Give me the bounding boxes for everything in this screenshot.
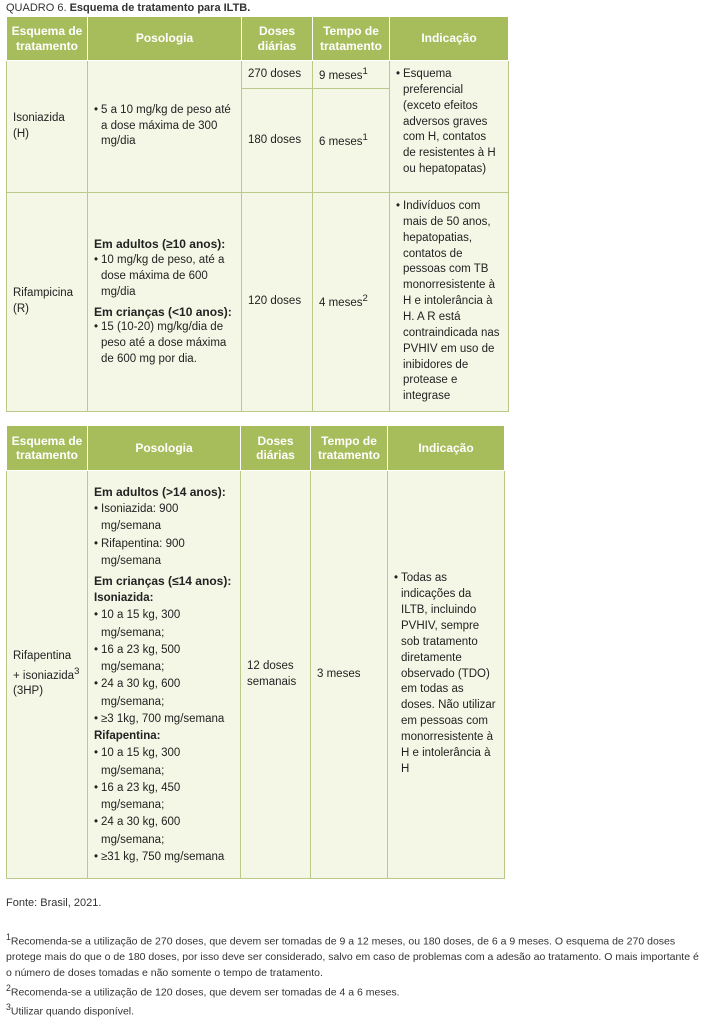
rifampicina-adultos-item: • 10 mg/kg de peso, até a dose máxima de 600 mg/dia xyxy=(94,253,235,301)
table-caption xyxy=(6,2,250,14)
isoniazida-doses-270: 270 doses xyxy=(242,61,313,89)
rifampicina-esquema: Rifampicina (R) xyxy=(7,193,88,412)
rifapentina-doses: 12 doses semanais xyxy=(241,471,311,879)
table-header-row xyxy=(7,426,505,471)
caption-title: Esquema de tratamento para ILTB. xyxy=(69,2,251,14)
rifapentina-esquema-code: (3HP) xyxy=(13,685,44,698)
rifampicina-posologia xyxy=(88,193,242,412)
rifampicina-doses: 120 doses xyxy=(242,193,313,412)
footnote-1 xyxy=(6,931,704,982)
table-row-rifampicina xyxy=(7,193,509,412)
footnote-ref: 3 xyxy=(74,665,80,677)
footnote-2 xyxy=(6,982,704,1001)
footnote-ref: 1 xyxy=(362,131,368,143)
list-item: • 16 a 23 kg, 500 mg/semana; xyxy=(94,642,234,677)
isoniazida-esquema: Isoniazida (H) xyxy=(7,61,88,193)
source-note: Fonte: Brasil, 2021. xyxy=(6,897,102,909)
footnote-marker: 3 xyxy=(6,1002,11,1012)
header-posologia: Posologia xyxy=(88,426,241,471)
header-doses-diarias: Doses diárias xyxy=(242,17,313,61)
isoniazida-posologia-item: • 5 a 10 mg/kg de peso até a dose máxima de 300 mg/dia xyxy=(94,103,235,151)
tempo-text: 6 meses xyxy=(319,135,363,148)
table-header-row xyxy=(7,17,509,61)
header-esquema: Esquema de tratamento xyxy=(7,17,88,61)
header-tempo: Tempo de tratamento xyxy=(313,17,390,61)
list-item: • Rifapentina: 900 mg/semana xyxy=(94,536,234,571)
isoniazida-doses-180: 180 doses xyxy=(242,89,313,193)
list-item: • 16 a 23 kg, 450 mg/semana; xyxy=(94,780,234,815)
footnote-ref: 1 xyxy=(362,65,368,77)
rifapentina-indicacao xyxy=(388,471,505,879)
rifapentina-esquema-name: Rifapentina + isoniazida xyxy=(13,649,75,682)
table-row-isoniazida xyxy=(7,61,509,89)
footnotes xyxy=(6,931,704,1020)
header-tempo: Tempo de tratamento xyxy=(311,426,388,471)
list-item: • 24 a 30 kg, 600 mg/semana; xyxy=(94,814,234,849)
header-doses: Doses diárias xyxy=(241,426,311,471)
rifapentina-esquema xyxy=(7,471,88,879)
footnote-marker: 2 xyxy=(6,982,11,993)
list-item: • ≥31 kg, 750 mg/semana xyxy=(94,849,234,866)
rifampicina-adultos-label: Em adultos (≥10 anos): xyxy=(94,237,226,252)
isoniazida-tempo-9 xyxy=(313,61,390,89)
rifapentina-posologia xyxy=(88,471,241,879)
isoniazida-tempo-6 xyxy=(313,89,390,193)
treatment-table-1 xyxy=(6,16,509,412)
list-item: • 24 a 30 kg, 600 mg/semana; xyxy=(94,676,234,711)
rifampicina-tempo xyxy=(313,193,390,412)
rifampicina-criancas-item: • 15 (10-20) mg/kg/dia de peso até a dose máxima de 600 mg por dia. xyxy=(94,320,235,368)
isoniazida-posologia xyxy=(88,61,242,193)
rifapentina-adultos-label: Em adultos (>14 anos): xyxy=(94,485,226,499)
footnote-text: Recomenda-se a utilização de 270 doses, que devem ser tomadas de 9 a 12 meses, ou 180 doses, de 6 a 9 meses. O esquema de 270 doses protege mais do que o de 180 doses, por isso deve ser considerado, salvo em caso de problemas com a adesão ao tratamento. O mais importante é o número de doses tomadas e não somente o tempo de tratamento. xyxy=(6,935,699,979)
list-item: • Isoniazida: 900 mg/semana xyxy=(94,501,234,536)
footnote-ref: 2 xyxy=(362,293,368,305)
caption-prefix: QUADRO 6. xyxy=(6,2,67,14)
list-item: • 10 a 15 kg, 300 mg/semana; xyxy=(94,607,234,642)
footnote-marker: 1 xyxy=(6,932,11,942)
table-row-rifapentina xyxy=(7,471,505,879)
footnote-3 xyxy=(6,1001,704,1020)
tempo-text: 9 meses xyxy=(319,69,363,82)
footnote-text: Recomenda-se a utilização de 120 doses, que devem ser tomadas de 4 a 6 meses. xyxy=(10,986,400,999)
header-posologia: Posologia xyxy=(88,17,242,61)
tempo-text: 4 meses xyxy=(319,296,363,309)
treatment-table-2 xyxy=(6,425,505,879)
list-item: • 10 a 15 kg, 300 mg/semana; xyxy=(94,745,234,780)
rifampicina-indicacao xyxy=(390,193,509,412)
isoniazida-indicacao-item: • Esquema preferencial (exceto efeitos adversos graves com H, contatos de resistentes à H ou hepatopatas) xyxy=(396,67,502,178)
footnote-text: Utilizar quando disponível. xyxy=(10,1005,135,1018)
header-indicacao: Indicação xyxy=(390,17,509,61)
rifapentina-criancas-label: Em crianças (≤14 anos): xyxy=(94,574,232,588)
list-item: • ≥3 1kg, 700 mg/semana xyxy=(94,711,234,728)
header-indicacao: Indicação xyxy=(388,426,505,471)
rifampicina-criancas-label: Em crianças (<10 anos): xyxy=(94,304,232,319)
rifapentina-tempo: 3 meses xyxy=(311,471,388,879)
isoniazida-indicacao xyxy=(390,61,509,193)
header-esquema: Esquema de tratamento xyxy=(7,426,88,471)
isoniazida-sub-label: Isoniazida: xyxy=(94,592,154,604)
rifapentina-sub-label: Rifapentina: xyxy=(94,730,161,742)
rifampicina-indicacao-item: • Indivíduos com mais de 50 anos, hepatopatias, contatos de pessoas com TB monorresistente à H e intolerância à H. A R está contraindicada nas PVHIV em uso de inibidores de protease e integrase xyxy=(396,199,502,405)
rifapentina-indicacao-item: • Todas as indicações da ILTB, incluindo PVHIV, sempre sob tratamento diretamente observado (TDO) em todas as doses. Não utilizar em pessoas com monorresistente à H e intolerância à H xyxy=(394,571,498,777)
